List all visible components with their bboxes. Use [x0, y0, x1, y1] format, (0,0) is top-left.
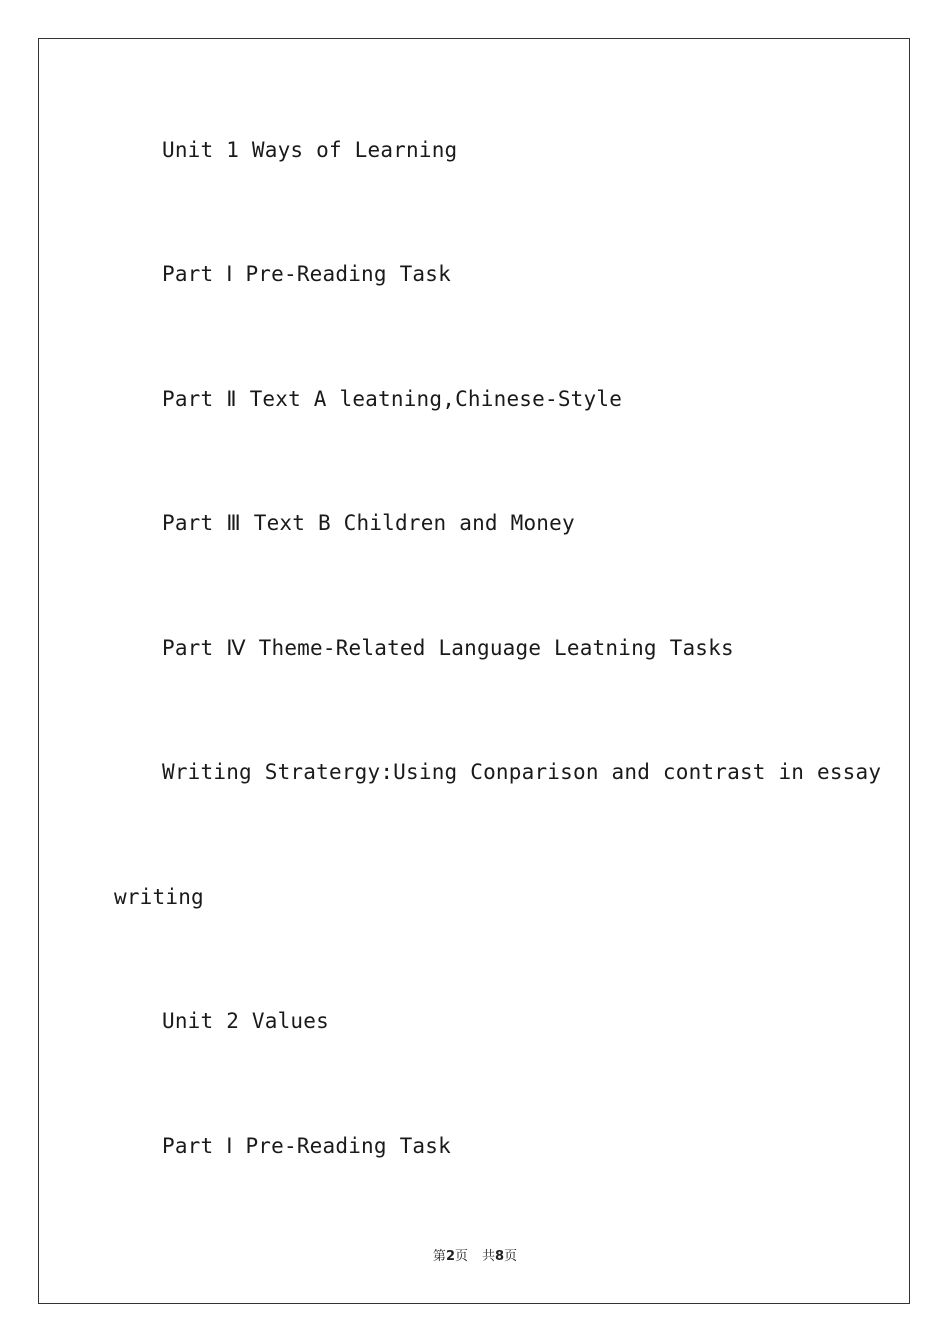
- unit-1-part-1: Part Ⅰ Pre-Reading Task: [162, 262, 451, 286]
- footer-page-prefix: 第: [432, 1249, 446, 1264]
- footer-page-number: 2: [445, 1249, 455, 1264]
- page-border: [38, 38, 910, 1304]
- footer-total-prefix: 共: [482, 1249, 496, 1264]
- footer-total-pages: 8: [495, 1249, 505, 1264]
- unit-1-part-4: Part Ⅳ Theme-Related Language Leatning Tasks: [162, 636, 734, 660]
- page-footer: [0, 1248, 950, 1266]
- unit-1-part-2: Part Ⅱ Text A leatning,Chinese-Style: [162, 387, 623, 411]
- unit-1-heading: Unit 1 Ways of Learning: [162, 138, 458, 162]
- footer-page-suffix: 页: [454, 1249, 468, 1264]
- writing-strategy-line: Writing Stratergy:Using Conparison and contrast in essay: [162, 760, 882, 784]
- unit-2-part-1: Part Ⅰ Pre-Reading Task: [162, 1134, 451, 1158]
- unit-2-heading: Unit 2 Values: [162, 1009, 329, 1033]
- unit-1-part-3: Part Ⅲ Text B Children and Money: [162, 511, 575, 535]
- footer-total-suffix: 页: [504, 1249, 518, 1264]
- writing-strategy-continuation: writing: [114, 885, 204, 909]
